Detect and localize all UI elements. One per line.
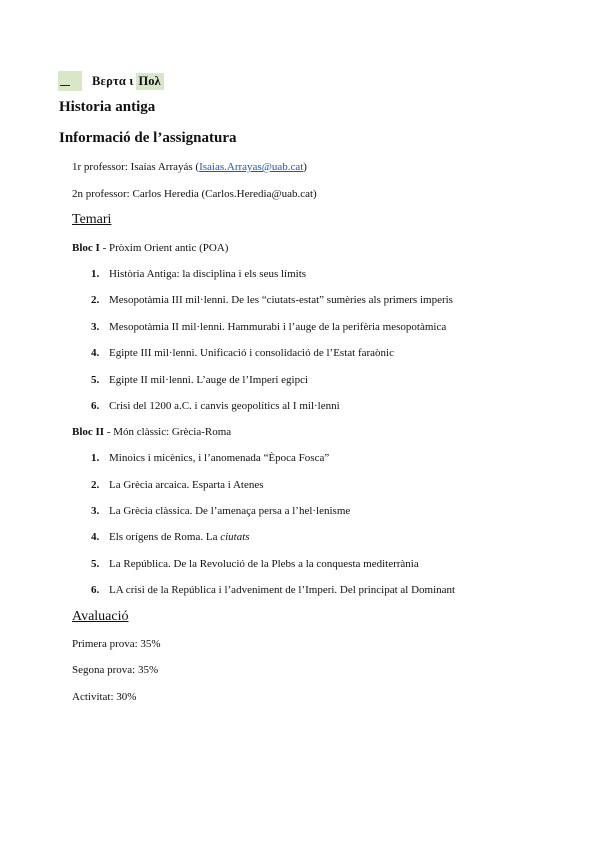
list-item-number: 5. <box>91 558 100 570</box>
list-item <box>91 399 340 413</box>
page-title: Historia antiga <box>59 99 156 115</box>
list-item <box>91 557 419 571</box>
temari-heading: Temari <box>72 212 112 227</box>
bloc-1-heading <box>72 241 228 255</box>
list-item <box>91 320 446 334</box>
assessment-item: Primera prova: 35% <box>72 638 161 650</box>
list-item-number: 2. <box>91 294 100 306</box>
list-item-text: Mesopotàmia III mil·lenni. De les “ciutats-estat” sumèries als primers imperis <box>109 294 453 306</box>
page-subtitle: Informació de l’assignatura <box>59 130 237 146</box>
list-item-text: Minoics i micènics, i l’anomenada “Època Fosca” <box>109 452 330 464</box>
course-header <box>58 71 164 91</box>
list-item-text: La Grècia arcaica. Esparta i Atenes <box>109 479 264 491</box>
list-item-text: Egipte II mil·lenni. L’auge de l’Imperi egipci <box>109 374 309 386</box>
list-item-number: 5. <box>91 374 100 386</box>
professor-1 <box>72 160 307 174</box>
professor-1-email-link[interactable]: Isaias.Arrayas@uab.cat <box>199 161 304 173</box>
list-item-number: 4. <box>91 347 100 359</box>
list-item <box>91 451 329 465</box>
avaluacio-heading: Avaluació <box>72 609 129 624</box>
list-item <box>91 346 394 360</box>
list-item-number: 2. <box>91 479 100 491</box>
bloc-2-label: Bloc II <box>72 426 105 438</box>
bloc-2-heading <box>72 425 231 439</box>
list-item-text: Història Antiga: la disciplina i els seus límits <box>109 268 307 280</box>
professor-2: 2n professor: Carlos Heredia (Carlos.Heredia@uab.cat) <box>72 188 317 200</box>
list-item-text: La República. De la Revolució de la Plebs a la conquesta mediterrània <box>109 558 419 570</box>
list-item-number: 4. <box>91 531 100 543</box>
professor-1-prefix: 1r professor: Isaías Arrayás ( <box>72 161 200 173</box>
assessment-item: Activitat: 30% <box>72 691 137 703</box>
list-item-text: Mesopotàmia II mil·lenni. Hammurabi i l’auge de la perifèria mesopotàmica <box>109 321 447 333</box>
list-item-number: 6. <box>91 400 100 412</box>
list-item <box>91 267 306 281</box>
list-item-text: La Grècia clàssica. De l’amenaça persa a l’hel·lenisme <box>109 505 351 517</box>
list-item-number: 1. <box>91 452 100 464</box>
list-item-number: 3. <box>91 505 100 517</box>
list-item-text: Egipte III mil·lenni. Unificació i consolidació de l’Estat faraònic <box>109 347 394 359</box>
list-item <box>91 293 453 307</box>
list-item <box>91 504 350 518</box>
course-code: Βερτα ι <box>92 73 134 88</box>
list-item-number: 6. <box>91 584 100 596</box>
professor-1-suffix: ) <box>303 161 307 173</box>
list-item-number: 1. <box>91 268 100 280</box>
bloc-2-title: - Món clàssic: Grècia-Roma <box>104 426 232 438</box>
header-left-mark <box>58 71 82 91</box>
list-item <box>91 583 455 597</box>
bloc-1-title: - Pròxim Orient antic (POA) <box>99 242 229 254</box>
list-item <box>91 530 250 544</box>
list-item-number: 3. <box>91 321 100 333</box>
list-item <box>91 478 264 492</box>
course-code-highlight: Πολ <box>136 73 164 90</box>
list-item-text: LA crisi de la República i l’adveniment de l’Imperi. Del principat al Dominant <box>109 584 456 596</box>
list-item-text: Crisi del 1200 a.C. i canvis geopolítics al I mil·lenni <box>109 400 340 412</box>
list-item <box>91 373 308 387</box>
list-item-text: Els orígens de Roma. La <box>109 531 221 543</box>
assessment-item: Segona prova: 35% <box>72 664 159 676</box>
bloc-1-label: Bloc I <box>72 242 100 254</box>
list-item-italic: ciutats <box>220 531 250 543</box>
